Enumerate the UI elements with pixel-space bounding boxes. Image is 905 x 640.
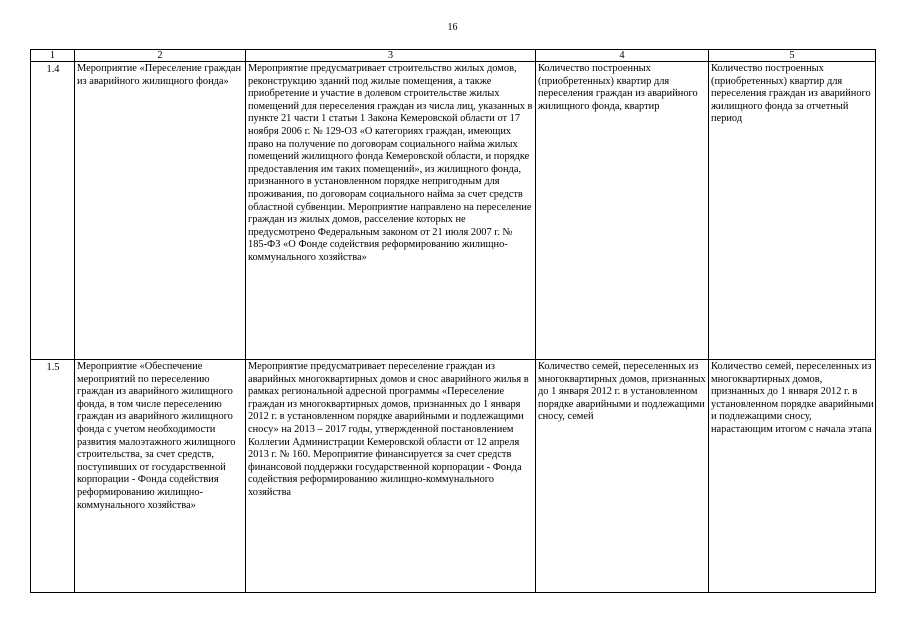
table-header-row: [31, 50, 876, 62]
indicator-name: Количество построенных (приобретенных) квартир для переселения граждан из аварийного жилищного фонда, квартир: [536, 62, 709, 360]
column-header-5: 5: [709, 50, 876, 62]
column-header-3: 3: [246, 50, 536, 62]
event-description: Мероприятие предусматривает строительство жилых домов, реконструкцию зданий под жилые помещения, а также приобретение и участие в долевом строительстве жилых помещений для переселения граждан из числа лиц, указанных в пункте 21 части 1 статьи 1 Закона Кемеровской области от 17 ноября 2006 г. № 129-ОЗ «О категориях граждан, имеющих право на получение по договорам социального найма жилых помещений жилищного фонда Кемеровской области, и порядке предоставления им таких помещений», из жилищного фонда, признанного в установленном порядке непригодным для проживания, по договорам социального найма за счет средств областной субвенции. Мероприятие направлено на переселение граждан из жилых домов, расселение которых не предусмотрено Федеральным законом от 21 июля 2007 г. № 185-ФЗ «О Фонде содействия реформированию жилищно-коммунального хозяйства»: [246, 62, 536, 360]
row-number: 1.4: [31, 62, 75, 360]
table-row: [31, 62, 876, 360]
column-header-2: 2: [75, 50, 246, 62]
row-number: 1.5: [31, 360, 75, 593]
indicator-name: Количество семей, переселенных из многоквартирных домов, признанных до 1 января 2012 г. в установленном порядке аварийными и подлежащими сносу, семей: [536, 360, 709, 593]
event-description: Мероприятие предусматривает переселение граждан из аварийных многоквартирных домов и снос аварийного жилья в рамках региональной адресной программы «Переселение граждан из многоквартирных домов, признанных до 1 января 2012 г. в установленном порядке аварийными и подлежащими сносу» на 2013 – 2017 годы, утвержденной постановлением Коллегии Администрации Кемеровской области от 12 апреля 2013 г. № 160. Мероприятие финансируется за счет средств финансовой поддержки государственной корпорации - Фонда содействия реформированию жилищно-коммунального хозяйства: [246, 360, 536, 593]
indicator-calculation: Количество семей, переселенных из многоквартирных домов, признанных до 1 января 2012 г. в установленном порядке аварийными и подлежащими сносу, нарастающим итогом с начала этапа: [709, 360, 876, 593]
program-events-table: [30, 49, 876, 593]
page-number: 16: [447, 22, 458, 33]
event-name: Мероприятие «Обеспечение мероприятий по переселению граждан из аварийного жилищного фонда, в том числе переселению граждан из аварийного жилищного фонда с учетом необходимости развития малоэтажного жилищного строительства, за счет средств, поступивших от государственной корпорации - Фонда содействия реформированию жилищно-коммунального хозяйства»: [75, 360, 246, 593]
indicator-calculation: Количество построенных (приобретенных) квартир для переселения граждан из аварийного жилищного фонда за отчетный период: [709, 62, 876, 360]
column-header-4: 4: [536, 50, 709, 62]
column-header-1: 1: [31, 50, 75, 62]
event-name: Мероприятие «Переселение граждан из аварийного жилищного фонда»: [75, 62, 246, 360]
table-row: [31, 360, 876, 593]
